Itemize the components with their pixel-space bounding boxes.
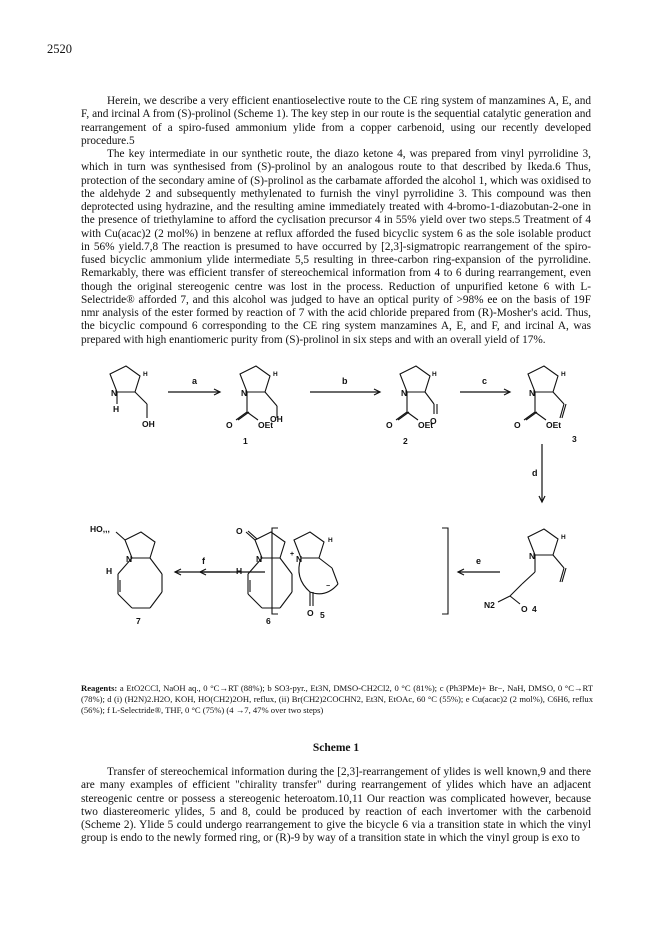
arrow-label-c: c (482, 376, 488, 386)
atom-N-5: N (296, 554, 303, 564)
compound-label-2: 2 (403, 436, 408, 446)
charge-minus-5: − (326, 583, 331, 590)
reaction-scheme (80, 352, 600, 652)
arrow-label-a: a (192, 376, 198, 386)
compound-label-5: 5 (320, 610, 325, 620)
atom-N-1: N (241, 388, 248, 398)
atom-H-4: H (561, 534, 566, 541)
compound-4-structure (498, 529, 566, 604)
atom-OEt-2: OEt (418, 420, 434, 430)
scheme-caption: Scheme 1 (312, 742, 360, 754)
reagents-note (81, 683, 593, 717)
atom-H-6: H (236, 566, 243, 576)
paragraph-synthesis: The key intermediate in our synthetic route, the diazo ketone 4, was prepared from vinyl pyrrolidine 3, which in turn was synthesised from (S)-prolinol by an analogous route to that described by Ikeda.6 Thus, protection of the secondary amine of (S)-prolinol as the carbamate afforded the alcohol 1, which was oxidised to the aldehyde 2 and subsequently methylenated to furnish the vinyl pyrrolidine 3. This compound was then deprotected using hydrazine, and the resulting amine immediately treated with 4-bromo-1-diazobutan-2-one in the presence of triethylamine to afford the cyclisation precursor 4 in 55% yield over two steps.5 Treatment of 4 with Cu(acac)2 (2 mol%) in benzene at reflux afforded the fused bicyclic system 6 as the sole isolable product in 56% yield.7,8 The reaction is presumed to have occurred by [2,3]-sigmatropic rearrangement of the spiro-fused bicyclic ammonium ylide intermediate 5,5 resulting in three-carbon ring-expansion of the pyrrolidine. Remarkably, there was efficient transfer of stereochemical information from 4 to 6 during rearrangement, even though the original stereogenic centre was lost in the process. Reduction of unpurified ketone 6 with L-Selectride® afforded 7, and this alcohol was judged to have an optical purity of >98% ee on the basis of 19F nmr analysis of the ester formed by reaction of 7 with the acid chloride prepared from (R)-Mosher's acid. Thus, the bicyclic compound 6 corresponding to the CE ring system manzamines A, E, and F, and ircinal A, was prepared with high enantiomeric purity from (S)-prolinol in six steps and with an overall yield of 17%. (81, 148, 591, 346)
atom-H-5: H (328, 537, 333, 544)
body-text (81, 95, 591, 347)
atom-N-3: N (529, 388, 536, 398)
atom-HO-7: HO,,, (90, 524, 110, 534)
paragraph-intro: Herein, we describe a very efficient enantioselective route to the CE ring system of manzamines A, E, and F, and ircinal A from (S)-prolinol (Scheme 1). The key step in our route is the sequential catalytic generation and rearrangement of a spiro-fused ammonium ylide from a copper carbenoid, using our recently developed procedure.5 (81, 95, 591, 147)
arrow-label-d: d (532, 468, 538, 478)
arrow-label-b: b (342, 376, 348, 386)
atom-H-amine: H (113, 404, 120, 414)
atom-N-prolinol: N (111, 388, 118, 398)
atom-O-4: O (521, 604, 528, 614)
atom-OEt-3: OEt (546, 420, 562, 430)
paragraph-stereochemistry: Transfer of stereochemical information during the [2,3]-rearrangement of ylides is well known,9 and there are many examples of efficient "chirality transfer" during rearrangement of ylides which have an adjacent stereogenic centre or possess a stereogenic heteroatom.10,11 Our reaction was complicated however, because two diastereomeric ylides, 5 and 8, could be produced by reaction of each invertomer with the carbenoid (Scheme 2). Ylide 5 could undergo rearrangement to give the bicycle 6 via a transition state in which the vinyl group is endo to the newly formed ring, or (R)-9 by way of a transition state in which the vinyl group is exo to (81, 766, 591, 845)
atom-O-3: O (514, 420, 521, 430)
atom-OH-prolinol: OH (142, 419, 155, 429)
atom-N-2: N (401, 388, 408, 398)
atom-H-2: H (432, 371, 437, 378)
atom-N2-4: N2 (484, 600, 495, 610)
compound-5-structure (272, 528, 448, 614)
atom-O-aldehyde: O (430, 416, 437, 426)
atom-N-6: N (256, 554, 263, 564)
atom-O-2: O (386, 420, 393, 430)
atom-O-6: O (236, 526, 243, 536)
compound-label-1: 1 (243, 436, 248, 446)
reagents-label: Reagents: (81, 683, 118, 693)
compound-label-3: 3 (572, 434, 577, 444)
compound-label-7: 7 (136, 616, 141, 626)
compound-label-4: 4 (532, 604, 537, 614)
body-text-continued (81, 766, 591, 846)
charge-plus-5: + (290, 551, 295, 558)
atom-H-prolinol: H (143, 371, 148, 378)
arrows (168, 389, 545, 575)
reagents-text: a EtO2CCl, NaOH aq., 0 °C→RT (88%); b SO3-pyr., Et3N, DMSO-CH2Cl2, 0 °C (81%); c (Ph3PMe)+ Br−, NaH, DMSO, 0 °C→RT (78%); d (i) (H2N)2.H2O, KOH, HO(CH2)2OH, reflux, (ii) Br(CH2)2COCHN2, Et3N, EtOAc, 60 °C (55%); e Cu(acac)2 (2 mol%), C6H6, reflux (56%); f L-Selectride®, THF, 0 °C (75%) (4 →7, 47% over two steps) (81, 683, 593, 716)
atom-OH-1: OH (270, 414, 283, 424)
atom-H-1: H (273, 371, 278, 378)
compound-6-structure (246, 531, 295, 608)
page-number: 2520 (47, 42, 72, 56)
arrow-label-e: e (476, 556, 482, 566)
atom-H-7: H (106, 566, 113, 576)
compound-label-6: 6 (266, 616, 271, 626)
atom-O-5: O (307, 608, 314, 618)
atom-N-7: N (126, 554, 133, 564)
arrow-label-f: f (202, 556, 205, 566)
atom-OEt-1: OEt (258, 420, 274, 430)
atom-N-4: N (529, 551, 536, 561)
atom-H-3: H (561, 371, 566, 378)
atom-O-1: O (226, 420, 233, 430)
compound-7-structure (116, 532, 162, 608)
